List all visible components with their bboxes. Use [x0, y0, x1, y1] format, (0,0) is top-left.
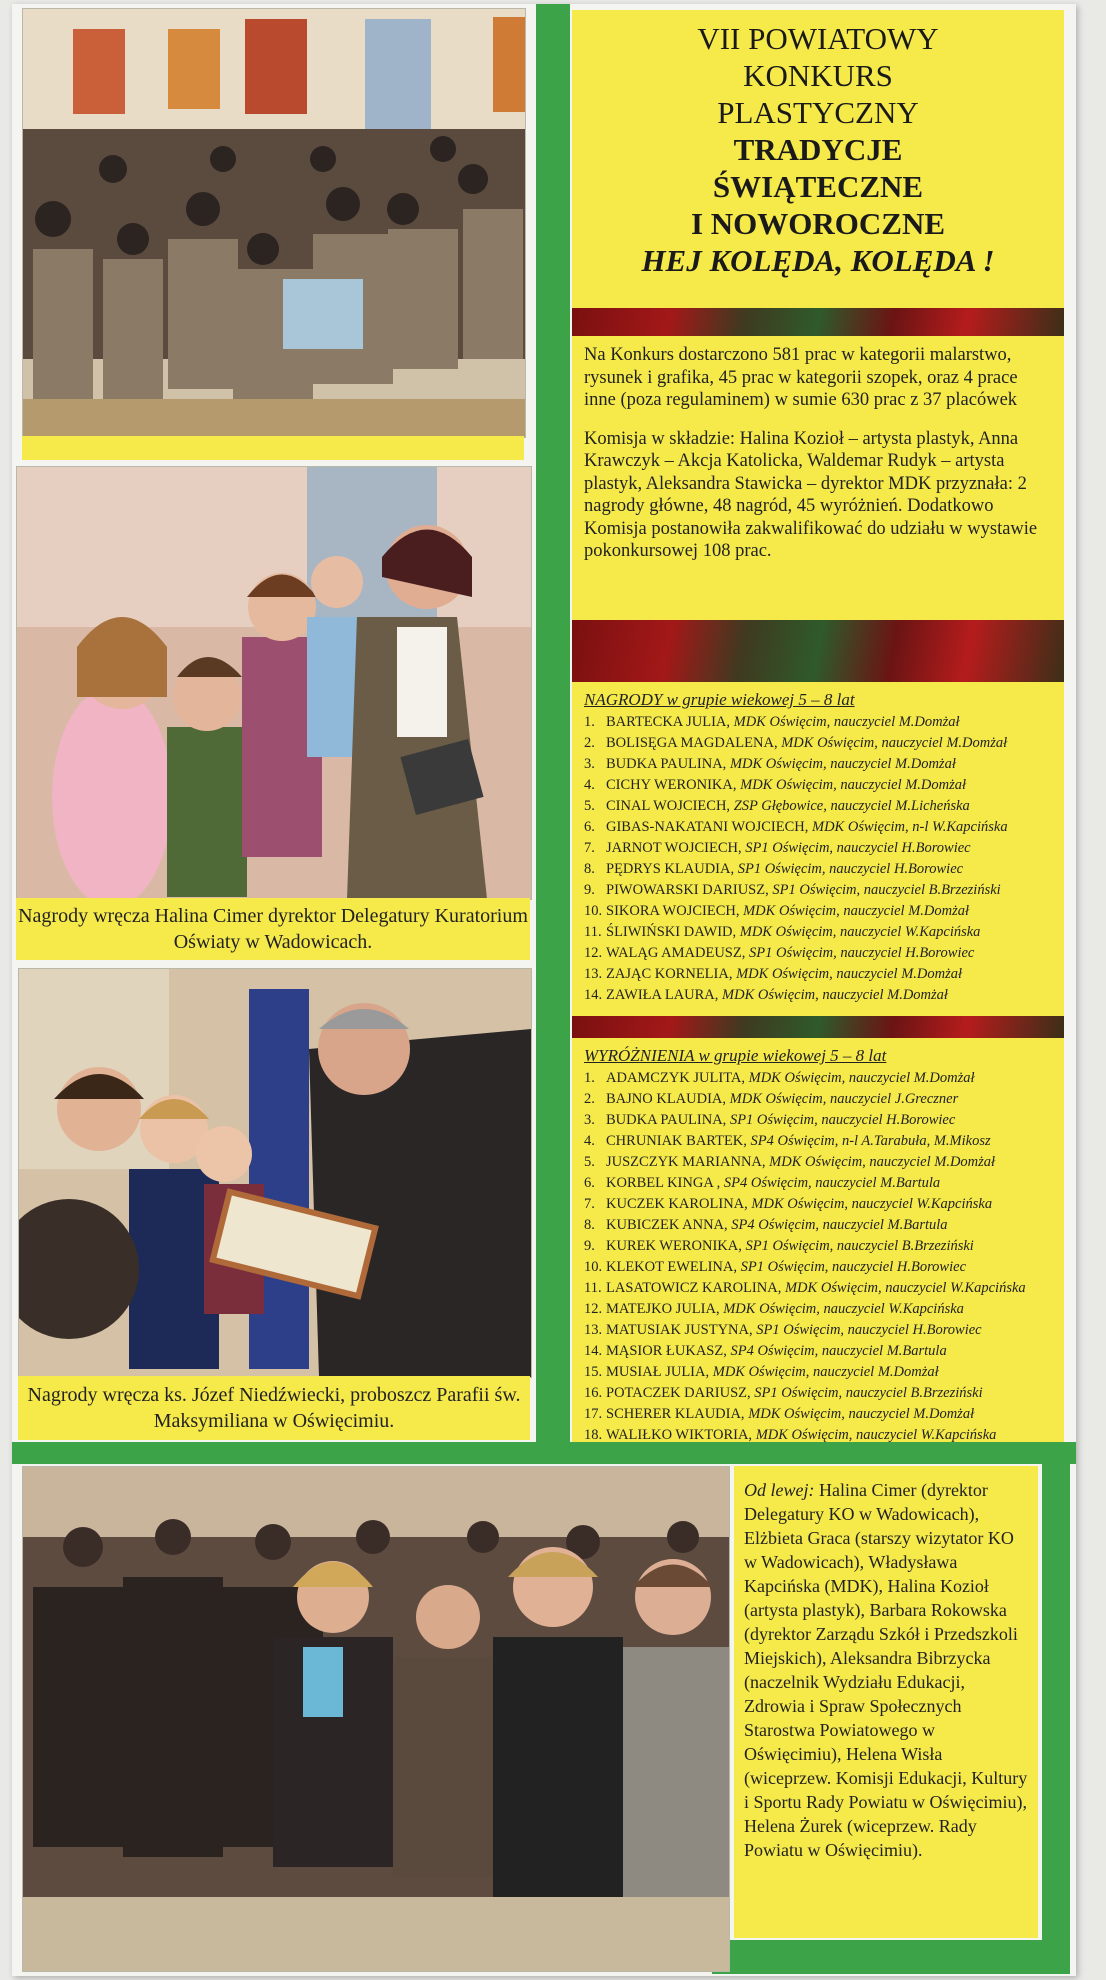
list-item: [584, 733, 1054, 754]
list-item: [584, 1341, 1054, 1362]
caption-photo3: [18, 1376, 530, 1440]
list-item: [584, 1278, 1054, 1299]
list-item-name: POTACZEK DARIUSZ,: [606, 1385, 751, 1401]
list-item: [584, 1236, 1054, 1257]
list-item-number: 14.: [584, 987, 603, 1003]
photo-award-priest-image: [19, 969, 531, 1377]
list-item-name: CICHY WERONIKA,: [606, 777, 737, 793]
list-item-number: 12.: [584, 945, 603, 961]
list-item-name: PĘDRYS KLAUDIA,: [606, 861, 735, 877]
list-item: [584, 1110, 1054, 1131]
awards-box: [572, 682, 1064, 1016]
list-item-institution: MDK Oświęcim, nauczyciel W.Kapcińska: [739, 924, 981, 940]
list-item-number: 3.: [584, 756, 595, 772]
list-item-institution: MDK Oświęcim, nauczyciel M.Domżał: [712, 1364, 939, 1380]
list-item-number: 11.: [584, 1280, 602, 1296]
distinctions-box: [572, 1038, 1064, 1442]
list-item-name: ZAWIŁA LAURA,: [606, 987, 719, 1003]
awards-heading: NAGRODY w grupie wiekowej 5 – 8 lat: [584, 690, 855, 709]
list-item: [584, 943, 1054, 964]
list-item-institution: SP1 Oświęcim, nauczyciel H.Borowiec: [740, 1259, 967, 1275]
list-item-institution: MDK Oświęcim, nauczyciel J.Greczner: [729, 1091, 959, 1107]
list-item-institution: MDK Oświęcim, nauczyciel M.Domżał: [748, 1070, 975, 1086]
awards-list: [572, 712, 1064, 1006]
list-item-institution: MDK Oświęcim, nauczyciel W.Kapcińska: [784, 1280, 1026, 1296]
list-item-number: 7.: [584, 840, 595, 856]
list-item-name: MATUSIAK JUSTYNA,: [606, 1322, 753, 1338]
title-box: [572, 10, 1064, 318]
list-item-name: BOLISĘGA MAGDALENA,: [606, 735, 778, 751]
list-item-name: SIKORA WOJCIECH,: [606, 903, 740, 919]
list-item-institution: MDK Oświęcim, nauczyciel W.Kapcińska: [751, 1196, 993, 1212]
list-item: [584, 1320, 1054, 1341]
list-item: [584, 1194, 1054, 1215]
list-item-name: KLEKOT EWELINA,: [606, 1259, 738, 1275]
list-item-name: ADAMCZYK JULITA,: [606, 1070, 745, 1086]
list-item-institution: MDK Oświęcim, nauczyciel M.Domżał: [769, 1154, 996, 1170]
title-line-1: VII POWIATOWY: [697, 21, 939, 56]
list-item-institution: SP1 Oświęcim, nauczyciel H.Borowiec: [737, 861, 964, 877]
list-item-name: JUSZCZYK MARIANNA,: [606, 1154, 766, 1170]
title-line-2: KONKURS: [743, 58, 893, 93]
list-item-institution: SP1 Oświęcim, nauczyciel H.Borowiec: [729, 1112, 956, 1128]
list-item-name: JARNOT WOJCIECH,: [606, 840, 742, 856]
list-item-name: BARTECKA JULIA,: [606, 714, 730, 730]
list-item-name: MĄSIOR ŁUKASZ,: [606, 1343, 727, 1359]
list-item: [584, 1173, 1054, 1194]
list-item-institution: MDK Oświęcim, nauczyciel M.Domżał: [722, 987, 948, 1003]
green-bottom-bar: [712, 1940, 1070, 1974]
list-item-institution: SP1 Oświęcim, nauczyciel B.Brzeziński: [772, 882, 1001, 898]
people-text: [734, 1466, 1038, 1874]
intro-paragraph-2: Komisja w składzie: Halina Kozioł – artysta plastyk, Anna Krawczyk – Akcja Katolicka, Waldemar Rudyk – artysta plastyk, Aleksandra Stawicka – dyrektor MDK przyznała: 2 nagrody główne, 48 nagród, 45 wyróżnień. Dodatkowo Komisja postanowiła zakwalifikować do udziału w wystawie pokonkursowej 108 prac.: [584, 428, 1038, 561]
list-item-number: 15.: [584, 1364, 603, 1380]
list-item-institution: ZSP Głębowice, nauczyciel M.Licheńska: [733, 798, 970, 814]
people-box: [734, 1466, 1038, 1938]
caption-photo2-text: Nagrody wręcza Halina Cimer dyrektor Delegatury Kuratorium Oświaty w Wadowicach.: [18, 905, 528, 953]
list-item-number: 4.: [584, 777, 595, 793]
list-item-number: 14.: [584, 1343, 603, 1359]
list-item-name: ŚLIWIŃSKI DAWID,: [606, 924, 737, 940]
list-item: [584, 1068, 1054, 1089]
list-item-name: BUDKA PAULINA,: [606, 1112, 727, 1128]
list-item-number: 8.: [584, 861, 595, 877]
list-item: [584, 1131, 1054, 1152]
caption-photo2: [16, 898, 530, 960]
list-item: [584, 796, 1054, 817]
list-item-number: 8.: [584, 1217, 595, 1233]
list-item-name: WALĄG AMADEUSZ,: [606, 945, 746, 961]
list-item: [584, 859, 1054, 880]
list-item: [584, 922, 1054, 943]
list-item-institution: SP4 Oświęcim, n-l A.Tarabuła, M.Mikosz: [750, 1133, 991, 1149]
christmas-decoration-3: [572, 1016, 1064, 1038]
photo-guests-image: [23, 1467, 729, 1971]
list-item-number: 10.: [584, 903, 603, 919]
list-item-institution: SP4 Oświęcim, nauczyciel M.Bartula: [731, 1217, 948, 1233]
list-item-institution: MDK Oświęcim, nauczyciel M.Domżał: [743, 903, 970, 919]
list-item-name: KUREK WERONIKA,: [606, 1238, 742, 1254]
green-vertical-bar: [536, 4, 570, 1446]
list-item-name: WALIŁKO WIKTORIA,: [606, 1427, 753, 1443]
title-line-4: TRADYCJE: [733, 132, 903, 167]
list-item: [584, 985, 1054, 1006]
title-line-3: PLASTYCZNY: [717, 95, 919, 130]
list-item-number: 6.: [584, 819, 595, 835]
list-item-name: BAJNO KLAUDIA,: [606, 1091, 727, 1107]
list-item-institution: SP1 Oświęcim, nauczyciel B.Brzeziński: [754, 1385, 983, 1401]
list-item: [584, 964, 1054, 985]
intro-box: [572, 336, 1064, 620]
list-item-number: 18.: [584, 1427, 603, 1443]
list-item-number: 13.: [584, 1322, 603, 1338]
list-item-institution: MDK Oświęcim, nauczyciel M.Domżał: [733, 714, 960, 730]
photo-audience-image: [23, 9, 525, 437]
photo-audience: [22, 8, 526, 438]
caption-photo3-text: Nagrody wręcza ks. Józef Niedźwiecki, proboszcz Parafii św. Maksymiliana w Oświęcimiu.: [27, 1384, 521, 1432]
list-item-name: PIWOWARSKI DARIUSZ,: [606, 882, 769, 898]
green-right-bar: [1042, 1444, 1070, 1974]
list-item-number: 1.: [584, 714, 595, 730]
list-item: [584, 1257, 1054, 1278]
list-item-number: 11.: [584, 924, 602, 940]
list-item-name: BUDKA PAULINA,: [606, 756, 727, 772]
list-item-institution: MDK Oświęcim, nauczyciel W.Kapcińska: [723, 1301, 964, 1317]
list-item: [584, 1425, 1054, 1446]
list-item-name: MUSIAŁ JULIA,: [606, 1364, 710, 1380]
list-item-number: 4.: [584, 1133, 595, 1149]
distinctions-heading: WYRÓŻNIENIA w grupie wiekowej 5 – 8 lat: [584, 1046, 887, 1065]
list-item: [584, 754, 1054, 775]
list-item-name: CINAL WOJCIECH,: [606, 798, 731, 814]
list-item-name: CHRUNIAK BARTEK,: [606, 1133, 747, 1149]
list-item: [584, 1089, 1054, 1110]
photo-award-halina-image: [17, 467, 531, 899]
list-item-name: KUCZEK KAROLINA,: [606, 1196, 748, 1212]
list-item-name: GIBAS-NAKATANI WOJCIECH,: [606, 819, 809, 835]
list-item-institution: MDK Oświęcim, nauczyciel M.Domżał: [748, 1406, 975, 1422]
christmas-decoration-1: [572, 308, 1064, 336]
photo-guests: [22, 1466, 730, 1972]
list-item-number: 5.: [584, 798, 595, 814]
list-item-institution: SP1 Oświęcim, nauczyciel H.Borowiec: [745, 840, 971, 856]
list-item-number: 13.: [584, 966, 603, 982]
scrapbook-page: [12, 4, 1076, 1976]
list-item-institution: MDK Oświęcim, nauczyciel M.Domżał: [736, 966, 963, 982]
list-item-institution: MDK Oświęcim, nauczyciel W.Kapcińska: [755, 1427, 997, 1443]
people-lead: Od lewej:: [744, 1480, 815, 1500]
list-item-name: KUBICZEK ANNA,: [606, 1217, 728, 1233]
distinctions-list: [572, 1068, 1064, 1446]
list-item-number: 1.: [584, 1070, 595, 1086]
intro-paragraph-1: Na Konkurs dostarczono 581 prac w kategorii malarstwo, rysunek i grafika, 45 prac w kategorii szopek, oraz 4 prace inne (poza regulaminem) w sumie 630 prac z 37 placówek: [584, 345, 1018, 410]
list-item-number: 10.: [584, 1259, 603, 1275]
list-item: [584, 1299, 1054, 1320]
list-item-name: MATEJKO JULIA,: [606, 1301, 720, 1317]
people-list: Halina Cimer (dyrektor Delegatury KO w Wadowicach), Elżbieta Graca (starszy wizytator KO w Wadowicach), Władysława Kapcińska (MDK), Halina Kozioł (artysta plastyk), Barbara Rokowska (dyrektor Zarządu Szkół i Przedszkoli Miejskich), Aleksandra Bibrzycka (naczelnik Wydziału Edukacji, Zdrowia i Spraw Społecznych Starostwa Powiatowego w Oświęcimiu), Helena Wisła (wiceprzew. Komisji Edukacji, Kultury i Sportu Rady Powiatu w Oświęcimiu), Helena Żurek (wiceprzew. Rady Powiatu w Oświęcimiu).: [744, 1480, 1028, 1860]
list-item-number: 2.: [584, 735, 595, 751]
list-item-name: KORBEL KINGA ,: [606, 1175, 721, 1191]
list-item-institution: SP1 Oświęcim, nauczyciel H.Borowiec: [756, 1322, 982, 1338]
christmas-decoration-2: [572, 620, 1064, 682]
list-item-name: LASATOWICZ KAROLINA,: [606, 1280, 782, 1296]
list-item-institution: MDK Oświęcim, nauczyciel M.Domżał: [781, 735, 1008, 751]
list-item-number: 3.: [584, 1112, 595, 1128]
list-item-institution: SP1 Oświęcim, nauczyciel B.Brzeziński: [745, 1238, 974, 1254]
list-item-institution: MDK Oświęcim, n-l W.Kapcińska: [812, 819, 1008, 835]
list-item-number: 16.: [584, 1385, 603, 1401]
list-item-number: 12.: [584, 1301, 603, 1317]
photo-award-priest: [18, 968, 532, 1378]
list-item-institution: SP4 Oświęcim, nauczyciel M.Bartula: [723, 1175, 941, 1191]
photo-award-halina: [16, 466, 532, 900]
list-item-number: 9.: [584, 1238, 595, 1254]
list-item-institution: MDK Oświęcim, nauczyciel M.Domżał: [729, 756, 956, 772]
list-item: [584, 1215, 1054, 1236]
list-item-number: 9.: [584, 882, 595, 898]
list-item: [584, 838, 1054, 859]
list-item-name: ZAJĄC KORNELIA,: [606, 966, 733, 982]
list-item-number: 17.: [584, 1406, 603, 1422]
list-item: [584, 712, 1054, 733]
list-item: [584, 880, 1054, 901]
list-item: [584, 1383, 1054, 1404]
list-item: [584, 1404, 1054, 1425]
title-line-5: ŚWIĄTECZNE: [712, 169, 924, 204]
list-item-name: SCHERER KLAUDIA,: [606, 1406, 745, 1422]
list-item-institution: MDK Oświęcim, nauczyciel M.Domżał: [740, 777, 967, 793]
title-line-7: HEJ KOLĘDA, KOLĘDA !: [641, 243, 995, 278]
title-line-6: I NOWOROCZNE: [690, 206, 946, 241]
list-item-number: 2.: [584, 1091, 595, 1107]
list-item: [584, 1362, 1054, 1383]
list-item-number: 6.: [584, 1175, 595, 1191]
list-item: [584, 817, 1054, 838]
list-item-number: 7.: [584, 1196, 595, 1212]
list-item-institution: SP1 Oświęcim, nauczyciel H.Borowiec: [748, 945, 975, 961]
list-item: [584, 901, 1054, 922]
list-item-number: 5.: [584, 1154, 595, 1170]
list-item: [584, 775, 1054, 796]
list-item: [584, 1152, 1054, 1173]
photo-audience-strip: [22, 436, 524, 460]
list-item-institution: SP4 Oświęcim, nauczyciel M.Bartula: [730, 1343, 947, 1359]
